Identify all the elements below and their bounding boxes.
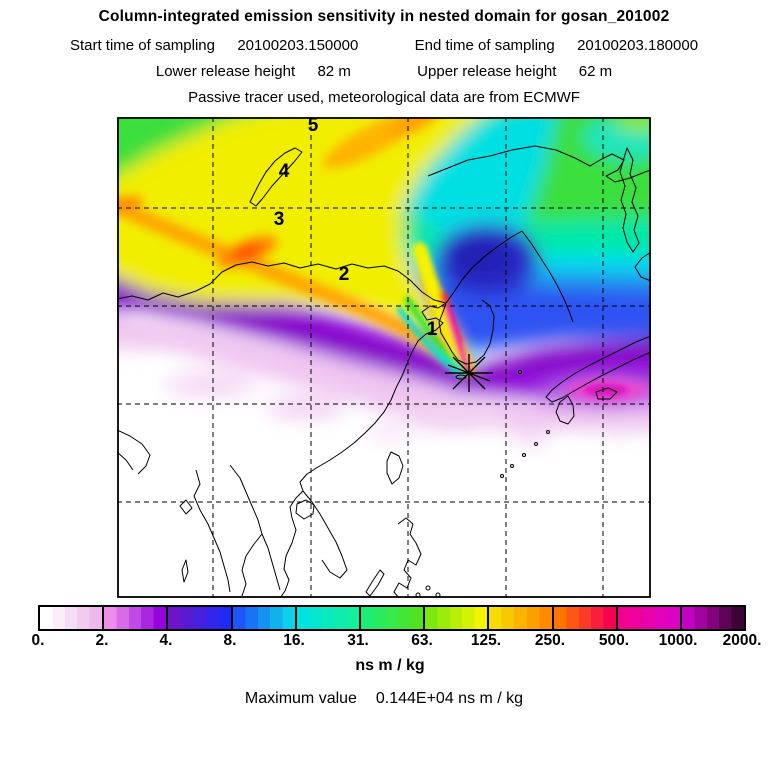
trajectory-hour-label: 4 — [278, 161, 290, 182]
lower-height-label: Lower release height — [155, 63, 296, 80]
colorbar-segment — [40, 607, 102, 629]
colorbar-segment — [102, 607, 166, 629]
colorbar-tick-label: 2. — [95, 632, 109, 649]
maximum-value-units: ns m / kg — [458, 690, 524, 707]
colorbar-segment — [680, 607, 744, 629]
colorbar-segment — [295, 607, 359, 629]
start-time-value: 20100203.150000 — [237, 37, 359, 54]
upper-height-value: 62 m — [578, 63, 613, 80]
trajectory-hour-label: 1 — [426, 319, 438, 340]
colorbar-segment — [552, 607, 616, 629]
colorbar-tick-label: 250. — [534, 632, 566, 649]
colorbar-tick-label: 1000. — [658, 632, 698, 649]
colorbar-tick-label: 2000. — [722, 632, 762, 649]
colorbar-tick-label: 63. — [411, 632, 433, 649]
colorbar-segment — [423, 607, 487, 629]
colorbar-segment — [166, 607, 230, 629]
colorbar-tick-label: 31. — [347, 632, 369, 649]
colorbar-segment — [487, 607, 551, 629]
sensitivity-plume-field — [117, 117, 651, 446]
colorbar — [38, 605, 746, 631]
colorbar-segment — [231, 607, 295, 629]
release-height-line — [0, 63, 768, 80]
colorbar-segment — [616, 607, 680, 629]
colorbar-segment — [359, 607, 423, 629]
start-time-label: Start time of sampling — [69, 37, 215, 54]
colorbar-tick-label: 0. — [31, 632, 45, 649]
colorbar-tick-label: 16. — [283, 632, 305, 649]
colorbar-tick-label: 8. — [223, 632, 237, 649]
end-time-label: End time of sampling — [414, 37, 555, 54]
colorbar-tick-label: 4. — [159, 632, 173, 649]
end-time-value: 20100203.180000 — [577, 37, 699, 54]
maximum-value-label: Maximum value — [244, 690, 357, 707]
tracer-note: Passive tracer used, meteorological data are from ECMWF — [188, 89, 580, 106]
trajectory-hour-label: 2 — [338, 264, 350, 285]
sensitivity-map — [117, 117, 651, 598]
colorbar-units-label: ns m / kg — [355, 657, 425, 674]
maximum-value-line — [0, 690, 768, 708]
sampling-time-line — [0, 37, 768, 54]
colorbar-tick-label: 125. — [470, 632, 502, 649]
upper-height-label: Upper release height — [417, 63, 557, 80]
colorbar-tick-labels — [31, 632, 762, 650]
trajectory-hour-label: 3 — [273, 209, 285, 230]
trajectory-hour-label: 5 — [307, 117, 319, 136]
page-title: Column-integrated emission sensitivity in nested domain for gosan_201002 — [98, 8, 670, 25]
colorbar-tick-label: 500. — [598, 632, 630, 649]
lower-height-value: 82 m — [317, 63, 351, 80]
maximum-value-number: 0.144E+04 — [375, 690, 454, 707]
